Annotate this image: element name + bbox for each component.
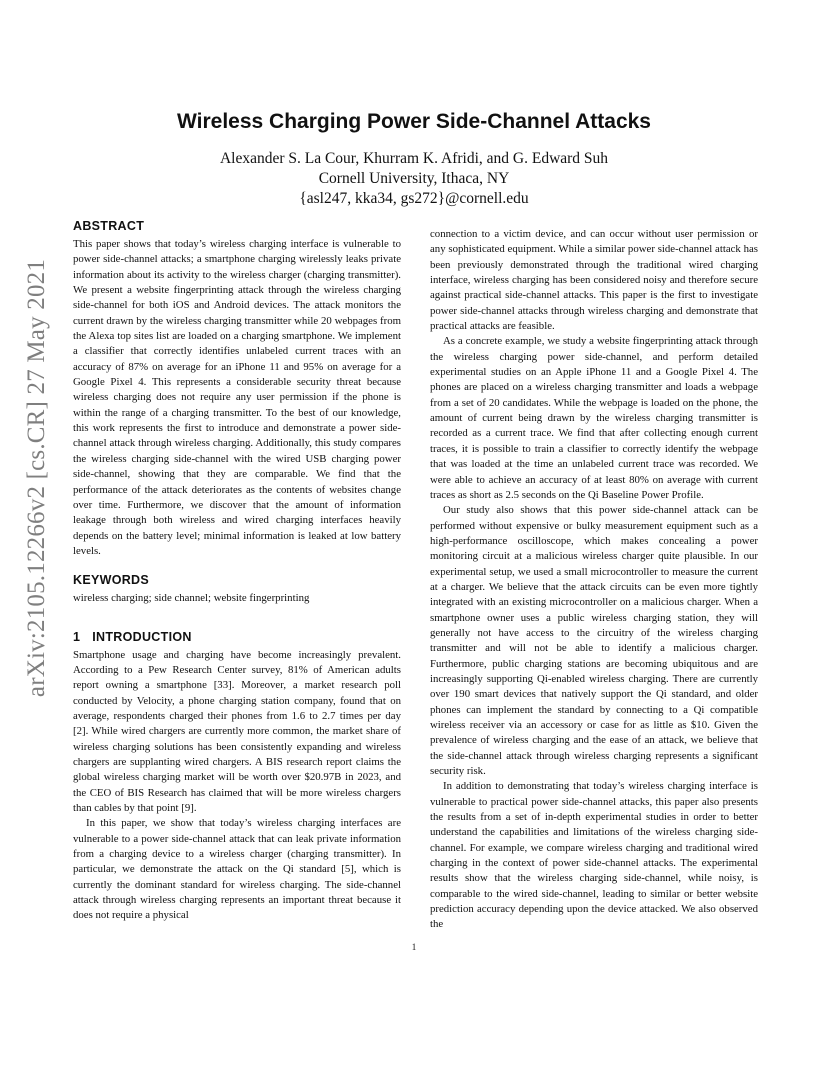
keywords-heading: KEYWORDS	[73, 573, 150, 588]
section-title: INTRODUCTION	[92, 629, 192, 644]
intro-paragraph-2: In this paper, we show that today’s wireless charging interfaces are vulnerable to a power side-channel attack that can leak private information from a charging device to a wireless charger (charging transmitter). In particular, we demonstrate the attack on the Qi standard [5], which is currently the dominant standard for wireless charging. The side-channel attack through wireless charging represents an important threat because it does not require a physical	[73, 817, 401, 922]
right-column	[430, 227, 758, 933]
intro-paragraph-1: Smartphone usage and charging have become increasingly prevalent. According to a Pew Research Center survey, 81% of American adults report owning a smartphone [33]. Moreover, a market research poll conducted by Velocity, a phone charging station company, found that on average, respondents charged their phones from 1.6 to 2.7 times per day [2]. While wired chargers are currently more common, the market share of wireless charging solutions has been consistently expanding and wireless chargers are supplanting wired chargers. A BIS research report claims the global wireless charging market will be worth over $20.97B in 2023, and the CEO of BIS Research has claimed that will be more wireless chargers than cables by that point [9].	[73, 648, 401, 814]
intro-paragraph-5: In addition to demonstrating that today’s wireless charging interface is vulnerable to practical power side-channel attacks, this paper also presents the results from a set of in-depth experimental studies in order to better understand the capabilities and limitations of the wireless charging side-channel. For example, we compare wireless charging and traditional wired charging in the context of power side-channel attacks. The experimental results show that the wireless charging side-channel, while noisy, is comparable to the wired side-channel, leading to similar or better website prediction accuracy depending upon the device attacked. We also observed the	[430, 780, 758, 931]
section-number: 1	[73, 629, 81, 644]
arxiv-identifier-text: arXiv:2105.12266v2 [cs.CR] 27 May 2021	[23, 258, 50, 698]
keywords-text: wireless charging; side channel; website fingerprinting	[73, 592, 310, 605]
left-column	[73, 219, 401, 924]
abstract-heading: ABSTRACT	[73, 219, 145, 233]
intro-paragraph-4: Our study also shows that this power side-channel attack can be performed without expensive or bulky measurement equipment such as a high-performance oscilloscope, which makes concealing a power monitoring circuit at a malicious wireless charger quite plausible. In our experimental setup, we used a small microcontroller to measure the current at a charger. We believe that the attack circuits can be even more tightly integrated with an existing microcontroller on a malicious charger. When a smartphone owner uses a public wireless charging station, they will generally not have access to the circuitry of the wireless charging transmitter and will not be able to identify a malicious charger. Furthermore, public charging stations are becoming ubiquitous and are increasingly supporting Qi-enabled wireless charging. There are currently over 190 smart devices that natively support the Qi standard, and older phones can implement the standard by connecting to a Qi compatible wireless receiver via an accessory or case for as little as $10. Given the prevalence of wireless charging and the ease of an attack, we believe that the side-channel attack through wireless charging represents a significant security risk.	[430, 504, 758, 778]
intro-paragraph-2-continued: connection to a victim device, and can occur without user permission or any sophisticated equipment. While a similar power side-channel attack has been previously demonstrated through the traditional wired charging interface, wireless charging has been considered noisy and therefore secure against practical side-channel attacks. This paper is the first to investigate power side-channel attacks through wireless charging and demonstrate that practical attacks are feasible.	[430, 228, 758, 333]
page-number: 1	[411, 942, 417, 952]
paper-title: Wireless Charging Power Side-Channel Attacks	[177, 110, 651, 133]
arxiv-identifier	[22, 258, 52, 698]
intro-paragraph-3: As a concrete example, we study a website fingerprinting attack through the wireless charging power side-channel, and perform detailed experimental studies on an Apple iPhone 11 and a Google Pixel 4. The phones are placed on a wireless charging transmitter and loads a webpage from a set of 20 candidates. While the webpage is loaded on the phone, the amount of current being drawn by the wireless charging transmitter is recorded as a current trace. We find that after collecting enough current traces, it is possible to train a classifier to correctly identify the webpage that was loaded at the time an unlabeled current trace was recorded. We were able to achieve an accuracy of at least 80% on average with current traces as short as 2.5 seconds on the Qi Baseline Power Profile.	[430, 335, 758, 501]
author-list: Alexander S. La Cour, Khurram K. Afridi, and G. Edward Suh	[219, 150, 609, 167]
author-emails: {asl247, kka34, gs272}@cornell.edu	[299, 190, 529, 207]
introduction-heading	[73, 630, 401, 644]
abstract-text: This paper shows that today’s wireless charging interface is vulnerable to power side-channel attacks; a smartphone charging wirelessly leaks private information about its activity to the wireless charger (charging transmitter). We present a website fingerprinting attack through the wireless charging side-channel for both iOS and Android devices. The attack monitors the current drawn by the wireless charging transmitter while 20 webpages from the Alexa top sites list are loaded on a charging smartphone. We implement a classifier that correctly identifies unlabeled current traces with an accuracy of 87% on average for an iPhone 11 and 95% on average for a Google Pixel 4. This represents a considerable security threat because wireless charging does not require any user permission if the phone is within the range of a charging transmitter. To the best of our knowledge, this work represents the first to introduce and demonstrate a power side-channel attack through wireless charging. Additionally, this study compares the wireless charging side-channel with the wired USB charging power side-channel, showing that they are comparable. We find that the performance of the attack deteriorates as the contents of websites change over time. Furthermore, we discover that the amount of information leakage through both wireless and wired charging interfaces heavily depends on the battery level; minimal information is leaked at low battery levels.	[73, 238, 401, 557]
affiliation: Cornell University, Ithaca, NY	[318, 170, 510, 187]
